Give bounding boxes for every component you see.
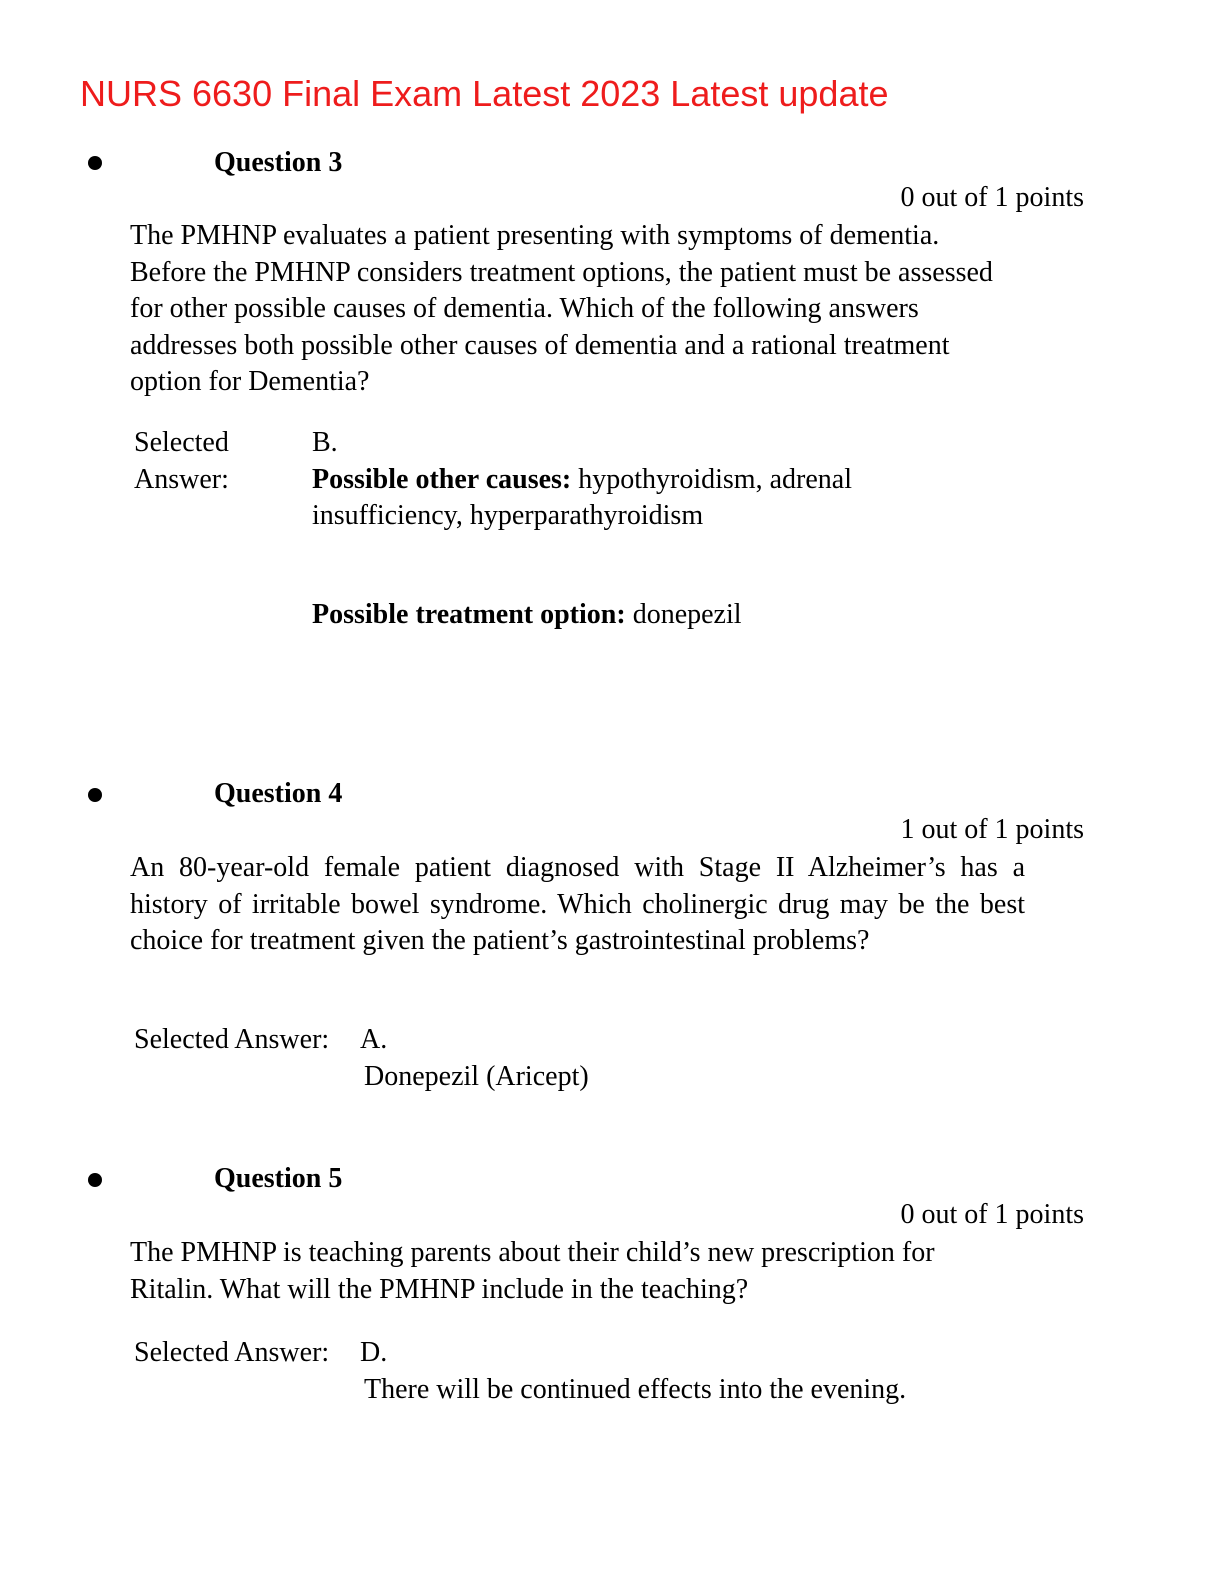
question-3-text: The PMHNP evaluates a patient presenting with symptoms of dementia. Before the PMHNP considers treatment options, the patient must be assessed for other possible causes of dementia. Which of the following answers addresses both possible other causes of dementia and a rational treatment option for Dementia?	[130, 220, 993, 397]
possible-treatment	[312, 597, 952, 634]
question-3-heading: Question 3	[214, 147, 343, 178]
question-4-points: 1 out of 1 points	[900, 814, 1084, 845]
causes-label: Possible other causes:	[312, 463, 572, 495]
question-5-selected-label: Selected Answer:	[134, 1337, 330, 1368]
question-5-heading: Question 5	[214, 1163, 343, 1194]
treatment-label: Possible treatment option:	[312, 598, 626, 630]
question-4-heading: Question 4	[214, 778, 343, 809]
question-3-points: 0 out of 1 points	[900, 182, 1084, 213]
question-5-text: The PMHNP is teaching parents about their child’s new prescription for Ritalin. What will the PMHNP include in the teaching?	[130, 1237, 935, 1305]
question-5-answer-letter: D.	[360, 1337, 388, 1368]
treatment-value: donepezil	[625, 598, 742, 630]
question-5-points: 0 out of 1 points	[900, 1199, 1084, 1230]
question-4-selected-label: Selected Answer:	[134, 1024, 330, 1055]
selected-label-line2: Answer:	[134, 463, 229, 495]
question-5-answer-text: There will be continued effects into the evening.	[364, 1374, 907, 1405]
answer-letter: B.	[312, 427, 338, 458]
document-title: NURS 6630 Final Exam Latest 2023 Latest update	[80, 73, 889, 114]
question-4-text: An 80-year-old female patient diagnosed with Stage II Alzheimer’s has a history of irritable bowel syndrome. Which cholinergic drug may be the best choice for treatment given the patient’s gastrointestinal problems?	[130, 852, 1025, 956]
bullet-icon	[88, 1173, 102, 1187]
question-4-answer-letter: A.	[360, 1024, 388, 1055]
bullet-icon	[88, 788, 102, 802]
bullet-icon	[88, 156, 102, 170]
question-3-answer	[312, 425, 952, 633]
question-3-selected-label	[134, 425, 229, 498]
possible-causes	[312, 462, 952, 535]
causes-value: hypothyroidism, adrenal insufficiency, hyperparathyroidism	[312, 463, 852, 531]
question-4-answer-text: Donepezil (Aricept)	[364, 1061, 589, 1092]
selected-label-line1: Selected	[134, 427, 229, 458]
